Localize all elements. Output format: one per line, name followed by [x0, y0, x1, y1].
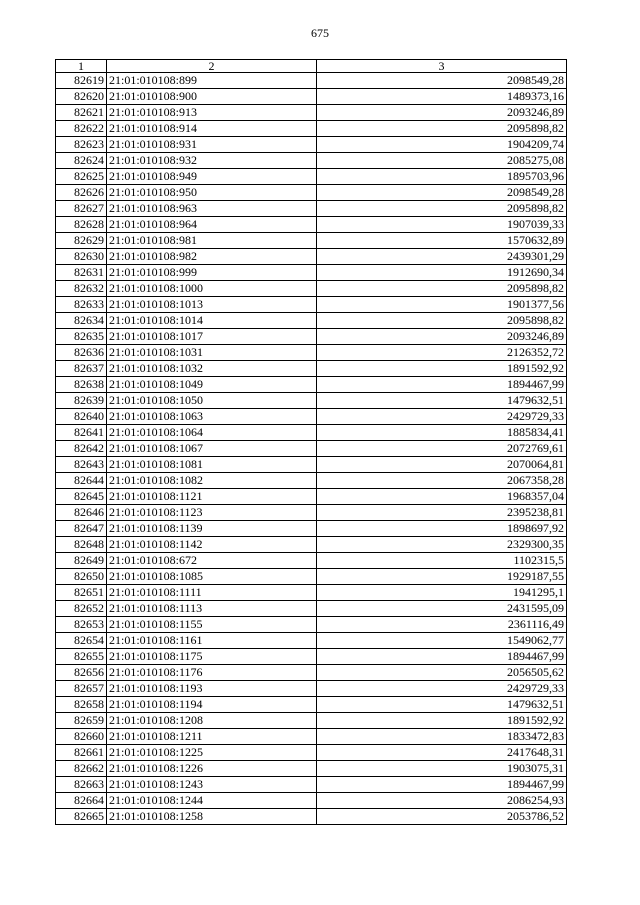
- table-row: [56, 713, 567, 729]
- value-cell: 1891592,92: [317, 713, 567, 729]
- cadastral-number-cell: 21:01:010108:1226: [107, 761, 317, 777]
- value-cell: 2085275,08: [317, 153, 567, 169]
- table-row: [56, 777, 567, 793]
- table-row: [56, 233, 567, 249]
- cadastral-number-cell: 21:01:010108:1081: [107, 457, 317, 473]
- value-cell: 2086254,93: [317, 793, 567, 809]
- value-cell: 2070064,81: [317, 457, 567, 473]
- value-cell: 2429729,33: [317, 409, 567, 425]
- row-number-cell: 82630: [56, 249, 107, 265]
- cadastral-number-cell: 21:01:010108:913: [107, 105, 317, 121]
- cadastral-number-cell: 21:01:010108:1017: [107, 329, 317, 345]
- table-row: [56, 73, 567, 89]
- cadastral-number-cell: 21:01:010108:1031: [107, 345, 317, 361]
- row-number-cell: 82638: [56, 377, 107, 393]
- table-body: [56, 73, 567, 825]
- row-number-cell: 82650: [56, 569, 107, 585]
- value-cell: 2056505,62: [317, 665, 567, 681]
- table-row: [56, 361, 567, 377]
- row-number-cell: 82634: [56, 313, 107, 329]
- cadastral-number-cell: 21:01:010108:1258: [107, 809, 317, 825]
- value-cell: 1891592,92: [317, 361, 567, 377]
- cadastral-number-cell: 21:01:010108:1082: [107, 473, 317, 489]
- row-number-cell: 82644: [56, 473, 107, 489]
- table-row: [56, 745, 567, 761]
- row-number-cell: 82648: [56, 537, 107, 553]
- table-row: [56, 425, 567, 441]
- row-number-cell: 82636: [56, 345, 107, 361]
- value-cell: 2431595,09: [317, 601, 567, 617]
- table-header: [56, 60, 567, 73]
- header-row: [56, 60, 567, 73]
- table-row: [56, 473, 567, 489]
- table-row: [56, 345, 567, 361]
- cadastral-number-cell: 21:01:010108:1175: [107, 649, 317, 665]
- value-cell: 1479632,51: [317, 697, 567, 713]
- cadastral-number-cell: 21:01:010108:964: [107, 217, 317, 233]
- row-number-cell: 82627: [56, 201, 107, 217]
- row-number-cell: 82628: [56, 217, 107, 233]
- table-row: [56, 137, 567, 153]
- value-cell: 1894467,99: [317, 777, 567, 793]
- row-number-cell: 82621: [56, 105, 107, 121]
- column-header-3: 3: [317, 60, 567, 73]
- value-cell: 1102315,5: [317, 553, 567, 569]
- row-number-cell: 82664: [56, 793, 107, 809]
- table-row: [56, 313, 567, 329]
- row-number-cell: 82624: [56, 153, 107, 169]
- row-number-cell: 82632: [56, 281, 107, 297]
- value-cell: 1894467,99: [317, 649, 567, 665]
- value-cell: 2095898,82: [317, 313, 567, 329]
- row-number-cell: 82639: [56, 393, 107, 409]
- row-number-cell: 82635: [56, 329, 107, 345]
- table-row: [56, 201, 567, 217]
- cadastral-number-cell: 21:01:010108:1208: [107, 713, 317, 729]
- value-cell: 2093246,89: [317, 105, 567, 121]
- table-row: [56, 329, 567, 345]
- row-number-cell: 82653: [56, 617, 107, 633]
- column-header-1: 1: [56, 60, 107, 73]
- page-number: 675: [311, 26, 329, 40]
- value-cell: 1941295,1: [317, 585, 567, 601]
- value-cell: 1904209,74: [317, 137, 567, 153]
- value-cell: 1907039,33: [317, 217, 567, 233]
- value-cell: 1549062,77: [317, 633, 567, 649]
- cadastral-number-cell: 21:01:010108:963: [107, 201, 317, 217]
- table-row: [56, 633, 567, 649]
- table-row: [56, 89, 567, 105]
- table-row: [56, 649, 567, 665]
- table-row: [56, 185, 567, 201]
- value-cell: 1898697,92: [317, 521, 567, 537]
- row-number-cell: 82662: [56, 761, 107, 777]
- row-number-cell: 82631: [56, 265, 107, 281]
- table-row: [56, 761, 567, 777]
- row-number-cell: 82663: [56, 777, 107, 793]
- row-number-cell: 82642: [56, 441, 107, 457]
- table-row: [56, 489, 567, 505]
- cadastral-number-cell: 21:01:010108:1176: [107, 665, 317, 681]
- value-cell: 2095898,82: [317, 281, 567, 297]
- cadastral-number-cell: 21:01:010108:1244: [107, 793, 317, 809]
- value-cell: 1929187,55: [317, 569, 567, 585]
- cadastral-number-cell: 21:01:010108:1049: [107, 377, 317, 393]
- table-row: [56, 409, 567, 425]
- value-cell: 2429729,33: [317, 681, 567, 697]
- data-table: [55, 59, 567, 825]
- table-row: [56, 729, 567, 745]
- cadastral-number-cell: 21:01:010108:932: [107, 153, 317, 169]
- cadastral-number-cell: 21:01:010108:1050: [107, 393, 317, 409]
- cadastral-number-cell: 21:01:010108:949: [107, 169, 317, 185]
- table-row: [56, 681, 567, 697]
- table-row: [56, 393, 567, 409]
- cadastral-number-cell: 21:01:010108:1211: [107, 729, 317, 745]
- column-header-2: 2: [107, 60, 317, 73]
- cadastral-number-cell: 21:01:010108:1085: [107, 569, 317, 585]
- row-number-cell: 82657: [56, 681, 107, 697]
- row-number-cell: 82658: [56, 697, 107, 713]
- value-cell: 1489373,16: [317, 89, 567, 105]
- value-cell: 2126352,72: [317, 345, 567, 361]
- cadastral-number-cell: 21:01:010108:1121: [107, 489, 317, 505]
- cadastral-number-cell: 21:01:010108:931: [107, 137, 317, 153]
- row-number-cell: 82619: [56, 73, 107, 89]
- value-cell: 2361116,49: [317, 617, 567, 633]
- table-row: [56, 585, 567, 601]
- cadastral-number-cell: 21:01:010108:1155: [107, 617, 317, 633]
- cadastral-number-cell: 21:01:010108:1111: [107, 585, 317, 601]
- value-cell: 1479632,51: [317, 393, 567, 409]
- value-cell: 2095898,82: [317, 201, 567, 217]
- table-row: [56, 441, 567, 457]
- row-number-cell: 82665: [56, 809, 107, 825]
- cadastral-number-cell: 21:01:010108:1014: [107, 313, 317, 329]
- table-row: [56, 697, 567, 713]
- value-cell: 2067358,28: [317, 473, 567, 489]
- cadastral-number-cell: 21:01:010108:1194: [107, 697, 317, 713]
- table-row: [56, 217, 567, 233]
- cadastral-number-cell: 21:01:010108:1193: [107, 681, 317, 697]
- row-number-cell: 82645: [56, 489, 107, 505]
- row-number-cell: 82649: [56, 553, 107, 569]
- value-cell: 1895703,96: [317, 169, 567, 185]
- row-number-cell: 82626: [56, 185, 107, 201]
- row-number-cell: 82647: [56, 521, 107, 537]
- cadastral-number-cell: 21:01:010108:914: [107, 121, 317, 137]
- value-cell: 1968357,04: [317, 489, 567, 505]
- row-number-cell: 82637: [56, 361, 107, 377]
- row-number-cell: 82640: [56, 409, 107, 425]
- value-cell: 2417648,31: [317, 745, 567, 761]
- value-cell: 1894467,99: [317, 377, 567, 393]
- table-row: [56, 553, 567, 569]
- value-cell: 2098549,28: [317, 73, 567, 89]
- row-number-cell: 82656: [56, 665, 107, 681]
- table-row: [56, 249, 567, 265]
- row-number-cell: 82652: [56, 601, 107, 617]
- value-cell: 2098549,28: [317, 185, 567, 201]
- value-cell: 1833472,83: [317, 729, 567, 745]
- cadastral-number-cell: 21:01:010108:1063: [107, 409, 317, 425]
- cadastral-number-cell: 21:01:010108:981: [107, 233, 317, 249]
- cadastral-number-cell: 21:01:010108:900: [107, 89, 317, 105]
- value-cell: 2053786,52: [317, 809, 567, 825]
- row-number-cell: 82655: [56, 649, 107, 665]
- cadastral-number-cell: 21:01:010108:1013: [107, 297, 317, 313]
- value-cell: 2395238,81: [317, 505, 567, 521]
- cadastral-number-cell: 21:01:010108:1243: [107, 777, 317, 793]
- row-number-cell: 82629: [56, 233, 107, 249]
- table-row: [56, 601, 567, 617]
- cadastral-number-cell: 21:01:010108:1123: [107, 505, 317, 521]
- cadastral-number-cell: 21:01:010108:1032: [107, 361, 317, 377]
- row-number-cell: 82620: [56, 89, 107, 105]
- cadastral-number-cell: 21:01:010108:1225: [107, 745, 317, 761]
- value-cell: 1570632,89: [317, 233, 567, 249]
- cadastral-number-cell: 21:01:010108:899: [107, 73, 317, 89]
- row-number-cell: 82633: [56, 297, 107, 313]
- table-row: [56, 121, 567, 137]
- row-number-cell: 82654: [56, 633, 107, 649]
- row-number-cell: 82643: [56, 457, 107, 473]
- table-row: [56, 377, 567, 393]
- value-cell: 2329300,35: [317, 537, 567, 553]
- table-row: [56, 521, 567, 537]
- cadastral-number-cell: 21:01:010108:1067: [107, 441, 317, 457]
- value-cell: 2093246,89: [317, 329, 567, 345]
- cadastral-number-cell: 21:01:010108:1142: [107, 537, 317, 553]
- table-row: [56, 793, 567, 809]
- cadastral-number-cell: 21:01:010108:999: [107, 265, 317, 281]
- row-number-cell: 82651: [56, 585, 107, 601]
- cadastral-number-cell: 21:01:010108:982: [107, 249, 317, 265]
- cadastral-number-cell: 21:01:010108:672: [107, 553, 317, 569]
- value-cell: 2095898,82: [317, 121, 567, 137]
- value-cell: 2072769,61: [317, 441, 567, 457]
- row-number-cell: 82660: [56, 729, 107, 745]
- table-row: [56, 665, 567, 681]
- cadastral-number-cell: 21:01:010108:1113: [107, 601, 317, 617]
- row-number-cell: 82625: [56, 169, 107, 185]
- row-number-cell: 82646: [56, 505, 107, 521]
- value-cell: 1903075,31: [317, 761, 567, 777]
- table-row: [56, 617, 567, 633]
- cadastral-number-cell: 21:01:010108:1064: [107, 425, 317, 441]
- row-number-cell: 82622: [56, 121, 107, 137]
- row-number-cell: 82659: [56, 713, 107, 729]
- cadastral-number-cell: 21:01:010108:950: [107, 185, 317, 201]
- table-row: [56, 297, 567, 313]
- table-row: [56, 569, 567, 585]
- value-cell: 1912690,34: [317, 265, 567, 281]
- table-row: [56, 537, 567, 553]
- table-row: [56, 105, 567, 121]
- table-row: [56, 281, 567, 297]
- cadastral-number-cell: 21:01:010108:1000: [107, 281, 317, 297]
- table-row: [56, 153, 567, 169]
- table-row: [56, 457, 567, 473]
- table-row: [56, 505, 567, 521]
- cadastral-number-cell: 21:01:010108:1139: [107, 521, 317, 537]
- table-row: [56, 265, 567, 281]
- row-number-cell: 82661: [56, 745, 107, 761]
- cadastral-number-cell: 21:01:010108:1161: [107, 633, 317, 649]
- row-number-cell: 82623: [56, 137, 107, 153]
- row-number-cell: 82641: [56, 425, 107, 441]
- table-row: [56, 169, 567, 185]
- value-cell: 1901377,56: [317, 297, 567, 313]
- table-row: [56, 809, 567, 825]
- value-cell: 1885834,41: [317, 425, 567, 441]
- value-cell: 2439301,29: [317, 249, 567, 265]
